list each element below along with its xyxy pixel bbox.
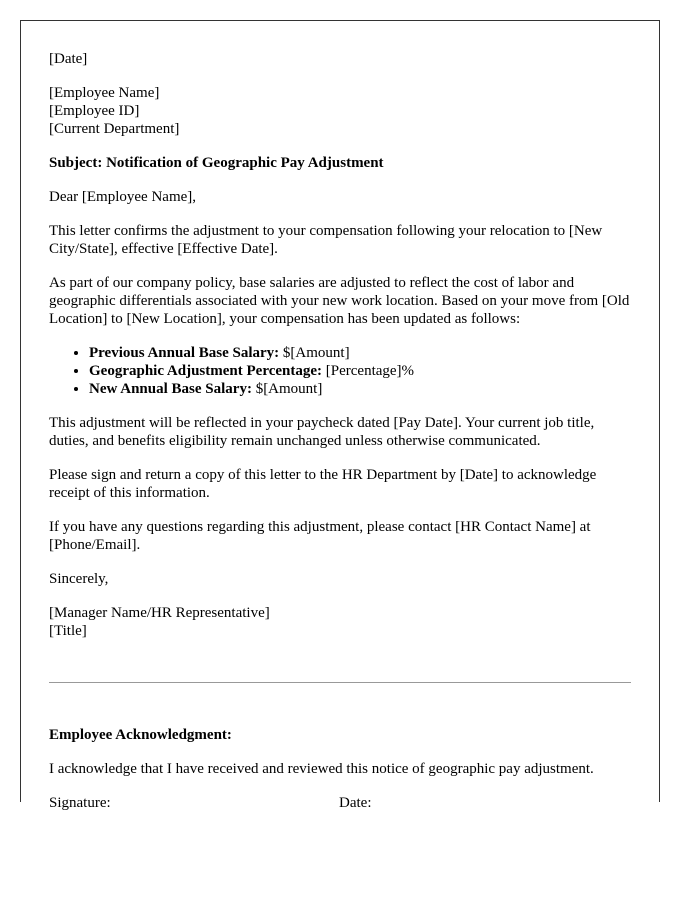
recipient-block: [49, 84, 631, 138]
acknowledgment-heading: Employee Acknowledgment:: [49, 727, 232, 743]
signature-label: Signature:: [49, 795, 111, 811]
paragraph: This letter confirms the adjustment to your compensation following your relocation to [New City/State], effective [Effective Date].: [49, 223, 603, 257]
letter-date: [Date]: [49, 51, 88, 67]
signer-block: [49, 604, 631, 640]
paragraph: As part of our company policy, base salaries are adjusted to reflect the cost of labor and geographic differentials associated with your new work location. Based on your move from [Old Location] to [New Location], your compensation has been updated as follows:: [49, 275, 630, 327]
acknowledgment-text: I acknowledge that I have received and reviewed this notice of geographic pay adjustment.: [49, 761, 594, 777]
list-item: • Geographic Adjustment Percentage: [Percentage]%: [89, 362, 631, 380]
salutation: Dear [Employee Name],: [49, 189, 197, 205]
letter: [20, 20, 660, 811]
signer-name: [Manager Name/HR Representative]: [49, 605, 270, 621]
closing: Sincerely,: [49, 571, 109, 587]
signer-title: [Title]: [49, 623, 87, 639]
paragraph: Please sign and return a copy of this letter to the HR Department by [Date] to acknowledge receipt of this information.: [49, 467, 597, 501]
paragraph: This adjustment will be reflected in your paycheck dated [Pay Date]. Your current job title, duties, and benefits eligibility remain unchanged unless otherwise communicated.: [49, 415, 595, 449]
list-item: • New Annual Base Salary: $[Amount]: [89, 380, 631, 398]
signature-row: [49, 794, 631, 812]
employee-id: [Employee ID]: [49, 103, 140, 119]
current-department: [Current Department]: [49, 121, 180, 137]
salary-list: [49, 344, 631, 398]
list-item: • Previous Annual Base Salary: $[Amount]: [89, 344, 631, 362]
divider: [49, 682, 631, 683]
paragraph: If you have any questions regarding this adjustment, please contact [HR Contact Name] at [Phone/Email].: [49, 519, 591, 553]
employee-name: [Employee Name]: [49, 85, 160, 101]
date-label: Date:: [339, 795, 372, 811]
subject-line: Subject: Notification of Geographic Pay Adjustment: [49, 155, 384, 171]
